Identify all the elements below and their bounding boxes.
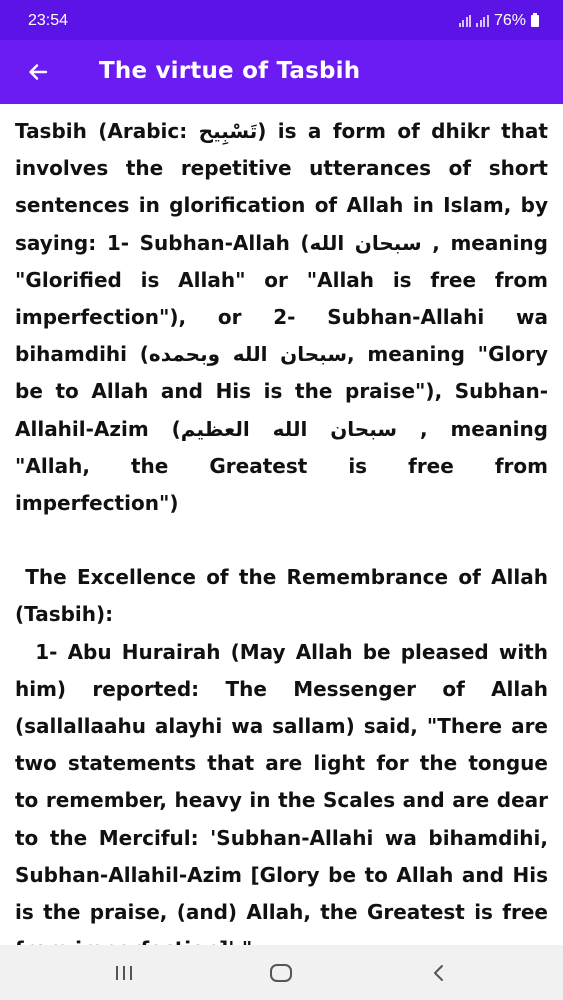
arrow-left-icon xyxy=(26,60,50,84)
battery-percent: 76% xyxy=(493,12,526,29)
page-title: The virtue of Tasbih xyxy=(99,58,361,84)
intro-text-3: , meaning "Glorified is Allah" or "Allah is free from imperfection"), or 2- Subhan-Allahi wa bihamdihi ( xyxy=(15,230,548,367)
signal-2-icon xyxy=(476,15,489,27)
hadith-paragraph xyxy=(15,634,548,969)
back-button[interactable] xyxy=(18,54,58,90)
arabic-subhan-allahi-wa-bihamdihi: سبحان الله وبحمده xyxy=(148,342,348,367)
intro-text-2: ) is a form of dhikr that involves the repetitive utterances of short sentences in glorification of Allah in Islam, by saying: 1- Subhan-Allah ( xyxy=(15,119,548,255)
section-heading-text: The Excellence of the Remembrance of Allah (Tasbih): xyxy=(15,565,548,627)
recents-button[interactable] xyxy=(94,955,154,991)
intro-text-5: , meaning "Allah, the Greatest is free from imperfection") xyxy=(15,416,548,516)
app-bar xyxy=(0,40,563,104)
nav-back-button[interactable] xyxy=(409,955,469,991)
battery-icon xyxy=(531,15,539,27)
status-indicators xyxy=(459,12,539,30)
chevron-left-icon xyxy=(429,962,449,984)
system-nav-bar xyxy=(0,945,563,1000)
intro-text-1: Tasbih (Arabic: xyxy=(15,119,199,143)
intro-paragraph xyxy=(15,113,548,522)
home-icon xyxy=(268,962,294,984)
arabic-subhan-allahil-azim: سبحان الله العظيم xyxy=(180,416,398,441)
signal-1-icon xyxy=(459,15,472,27)
arabic-subhan-allah: سبحان الله xyxy=(309,230,422,255)
arabic-tasbih: تَسْبِيح xyxy=(198,119,258,143)
section-heading xyxy=(15,559,548,633)
status-time: 23:54 xyxy=(28,12,69,29)
home-button[interactable] xyxy=(251,955,311,991)
paragraph-spacer xyxy=(15,522,548,559)
hadith-text: 1- Abu Hurairah (May Allah be pleased with him) reported: The Messenger of Allah (sallallaahu alayhi wa sallam) said, "There are two statements that are light for the tongue to remember, heavy in the Scales and are dear to the Merciful: 'Subhan-Allahi wa bihamdihi, Subhan-Allahil-Azim [Glory be to Allah and His is the praise, (and) Allah, the Greatest is free xyxy=(15,639,548,925)
article-body xyxy=(15,113,548,945)
intro-text-4: , meaning "Glory be to Allah and His is the praise"), Subhan-Allahil-Azim ( xyxy=(15,342,548,441)
status-bar xyxy=(0,0,563,40)
recents-icon xyxy=(112,963,136,983)
